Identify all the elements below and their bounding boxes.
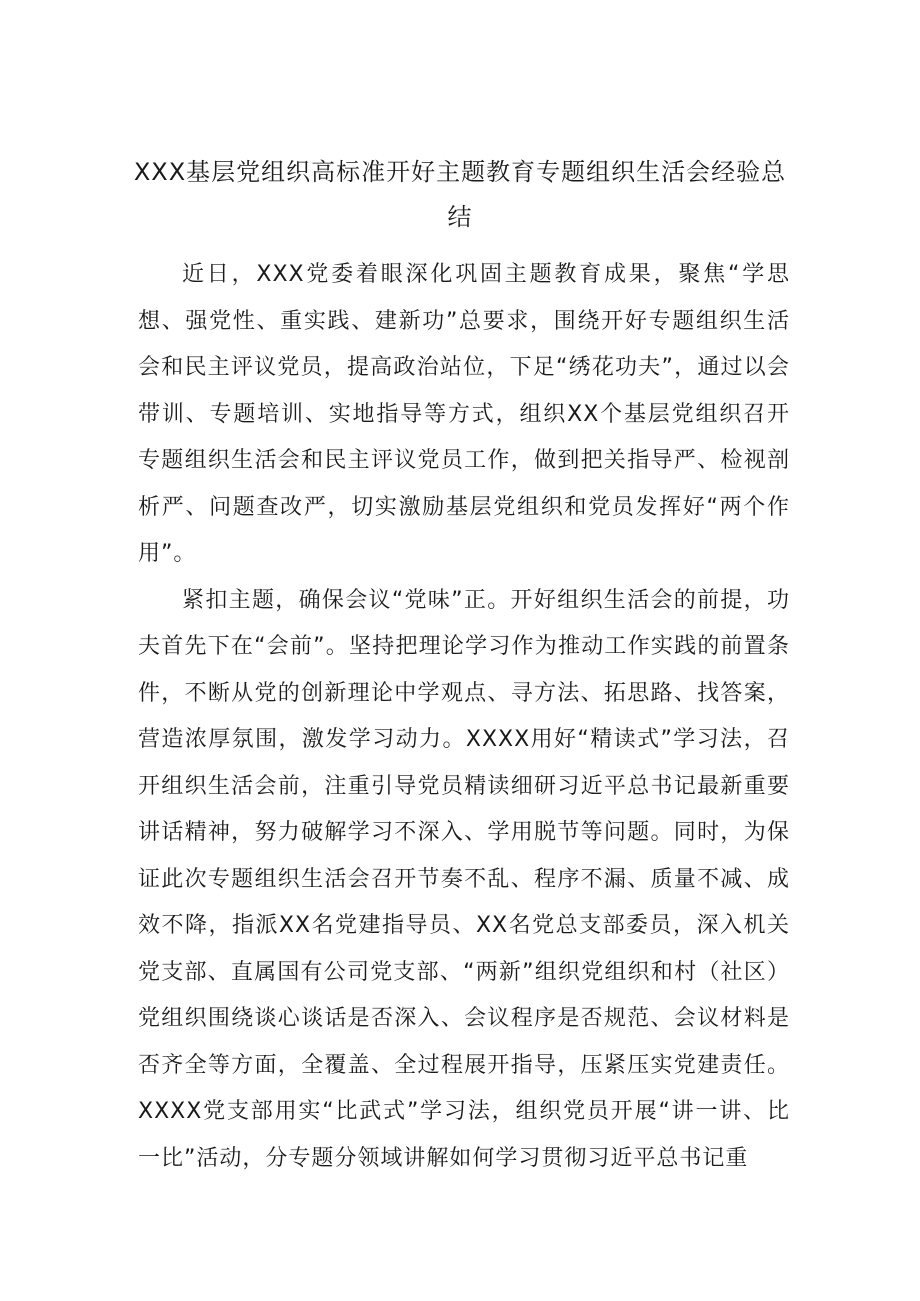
document-body bbox=[138, 252, 790, 1182]
paragraph-theme: 紧扣主题，确保会议“党味”正。开好组织生活会的前提，功夫首先下在“会前”。坚持把理论学习作为推动工作实践的前置条件，不断从党的创新理论中学观点、寻方法、拓思路、找答案，营造浓厚氛围，激发学习动力。XXXX用好“精读式”学习法，召开组织生活会前，注重引导党员精读细研习近平总书记最新重要讲话精神，努力破解学习不深入、学用脱节等问题。同时，为保证此次专题组织生活会召开节奏不乱、程序不漏、质量不减、成效不降，指派XX名党建指导员、XX名党总支部委员，深入机关党支部、直属国有公司党支部、“两新”组织党组织和村（社区）党组织围绕谈心谈话是否深入、会议程序是否规范、会议材料是否齐全等方面，全覆盖、全过程展开指导，压紧压实党建责任。XXXX党支部用实“比武式”学习法，组织党员开展“讲一讲、比一比”活动，分专题分领域讲解如何学习贯彻习近平总书记重 bbox=[138, 587, 790, 1171]
paragraph-intro: 近日，XXX党委着眼深化巩固主题教育成果，聚焦“学思想、强党性、重实践、建新功”总要求，围绕开好专题组织生活会和民主评议党员，提高政治站位，下足“绣花功夫”，通过以会带训、专题培训、实地指导等方式，组织XX个基层党组织召开专题组织生活会和民主评议党员工作，做到把关指导严、检视剖析严、问题查改严，切实激励基层党组织和党员发挥好“两个作用”。 bbox=[138, 262, 790, 566]
document-title: XXX基层党组织高标准开好主题教育专题组织生活会经验总结 bbox=[133, 158, 787, 231]
